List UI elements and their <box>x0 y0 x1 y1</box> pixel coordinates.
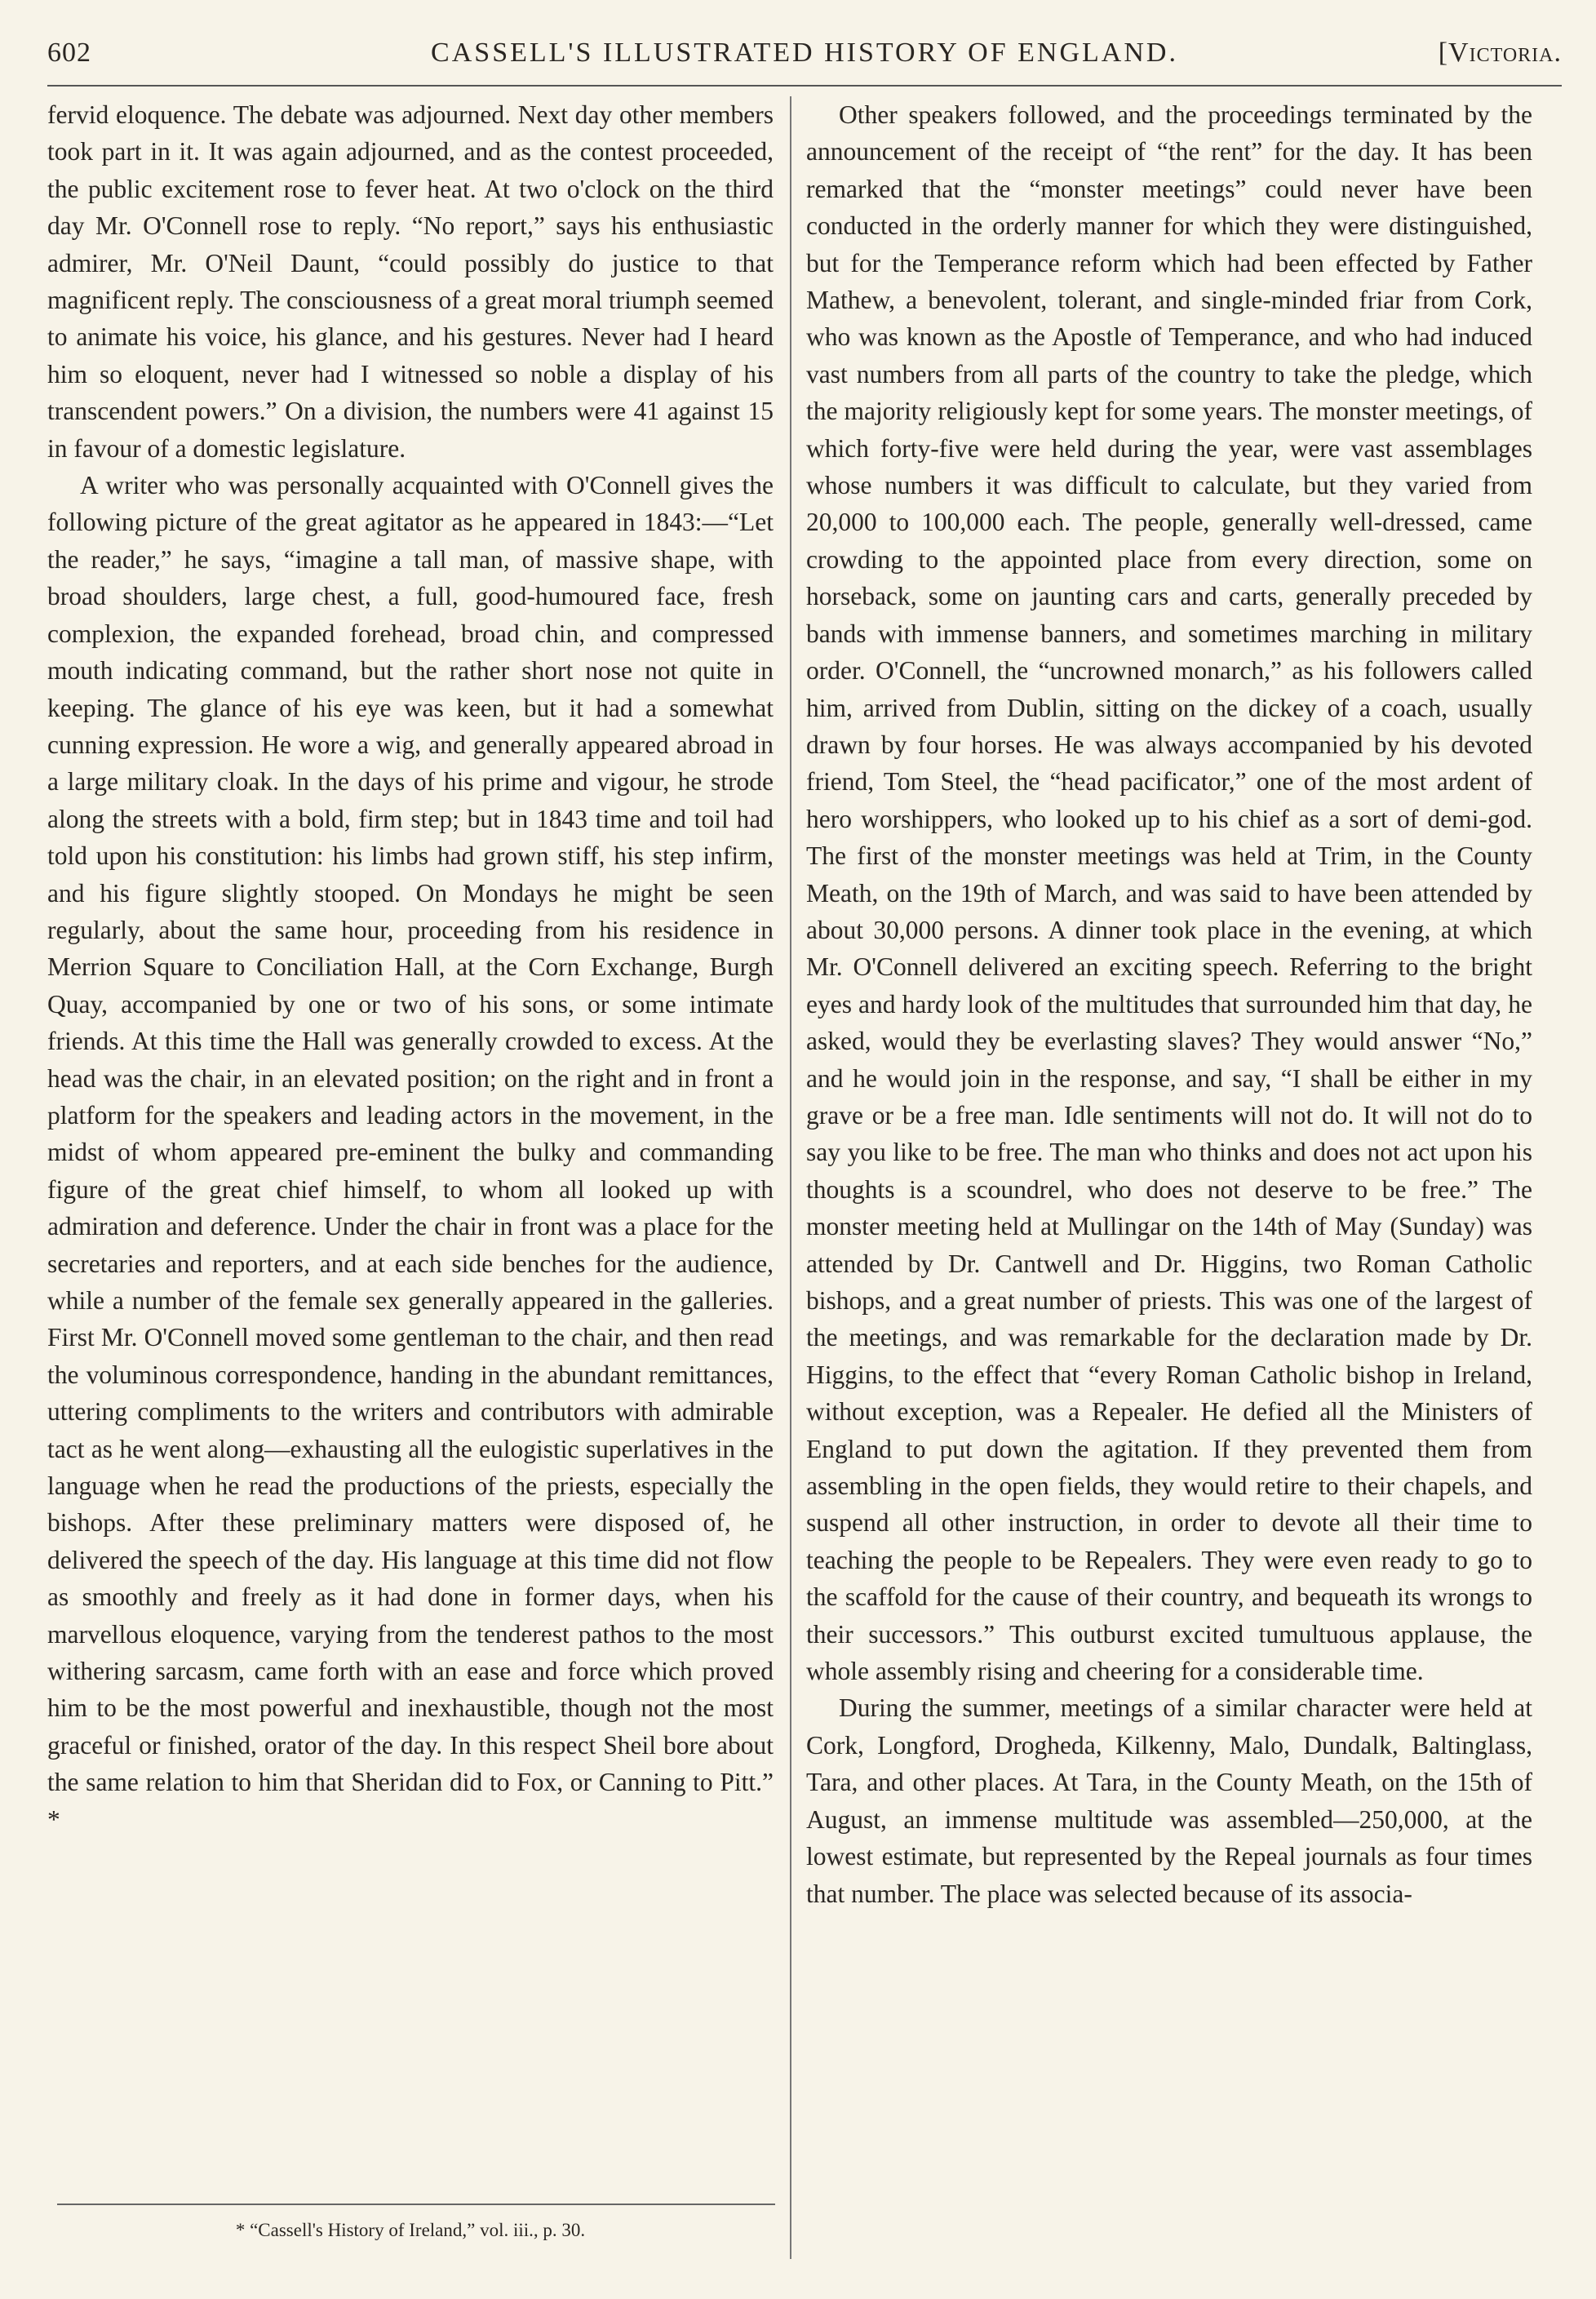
book-title: CASSELL'S ILLUSTRATED HISTORY OF ENGLAND. <box>431 38 1178 68</box>
running-head <box>47 38 1562 75</box>
paragraph: A writer who was personally acquainted with O'Connell gives the following picture of the great agitator as he appeared in 1843:—“Let the reader,” he says, “imagine a tall man, of massive shape, with broad shoulders, large chest, a full, good-humoured face, fresh complexion, the expanded forehead, broad chin, and compressed mouth indicating command, but the rather short nose not quite in keeping. The glance of his eye was keen, but it had a somewhat cunning expression. He wore a wig, and generally appeared abroad in a large military cloak. In the days of his prime and vigour, he strode along the streets with a bold, firm step; but in 1843 time and toil had told upon his constitution: his limbs had grown stiff, his step infirm, and his figure slightly stooped. On Mondays he might be seen regularly, about the same hour, proceeding from his residence in Merrion Square to Conciliation Hall, at the Corn Exchange, Burgh Quay, accompanied by one or two of his sons, or some intimate friends. At this time the Hall was generally crowded to excess. At the head was the chair, in an elevated position; on the right and in front a platform for the speakers and leading actors in the movement, in the midst of whom appeared pre-eminent the bulky and commanding figure of the great chief himself, to whom all looked up with admiration and deference. Under the chair in front was a place for the secretaries and reporters, and at each side benches for the audience, while a number of the female sex generally appeared in the galleries. First Mr. O'Connell moved some gentleman to the chair, and then read the voluminous correspondence, handing in the abundant remittances, uttering compliments to the writers and contributors with admirable tact as he went along—exhausting all the eulogistic superlatives in the language when he read the productions of the priests, especially the bishops. After these preliminary matters were disposed of, he delivered the speech of the day. His language at this time did not flow as smoothly and freely as it had done in former days, when his marvellous eloquence, varying from the tenderest pathos to the most withering sarcasm, came forth with an ease and force which proved him to be the most powerful and inexhaustible, though not the most graceful or finished, orator of the day. In this respect Sheil bore about the same relation to him that Sheridan did to Fox, or Canning to Pitt.” * <box>47 471 774 1834</box>
paragraph: fervid eloquence. The debate was adjourned. Next day other members took part in it. It was again adjourned, and as the contest proceeded, the public excitement rose to fever heat. At two o'clock on the third day Mr. O'Connell rose to reply. “No report,” says his enthusiastic admirer, Mr. O'Neil Daunt, “could possibly do justice to that magnificent reply. The consciousness of a great moral triumph seemed to animate his voice, his glance, and his gestures. Never had I heard him so eloquent, never had I witnessed so noble a display of his transcendent powers.” On a division, the numbers were 41 against 15 in favour of a domestic legislature. <box>47 100 774 463</box>
section-label: [Victoria. <box>1438 38 1562 68</box>
paragraph: During the summer, meetings of a similar character were held at Cork, Longford, Drogheda, Kilkenny, Malo, Dundalk, Baltinglass, Tara, and other places. At Tara, in the County Meath, on the 15th of August, an immense multitude was assembled—250,000, at the lowest estimate, but represented by the Repeal journals as four times that number. The place was selected because of its associa- <box>806 1693 1532 1908</box>
paragraph: Other speakers followed, and the proceedings terminated by the announcement of the receipt of “the rent” for the day. It has been remarked that the “monster meetings” could never have been conducted in the orderly manner for which they were distinguished, but for the Temperance reform which had been effected by Father Mathew, a benevolent, tolerant, and single-minded friar from Cork, who was known as the Apostle of Temperance, and who had induced vast numbers from all parts of the country to take the pledge, which the majority religiously kept for some years. The monster meetings, of which forty-five were held during the year, were vast assemblages whose numbers it was difficult to calculate, but they varied from 20,000 to 100,000 each. The people, generally well-dressed, came crowding to the appointed place from every direction, some on horseback, some on jaunting cars and carts, generally preceded by bands with immense banners, and sometimes marching in military order. O'Connell, the “uncrowned monarch,” as his followers called him, arrived from Dublin, sitting on the dickey of a coach, usually drawn by four horses. He was always accompanied by his devoted friend, Tom Steel, the “head pacificator,” one of the most ardent of hero worshippers, who looked up to his chief as a sort of demi-god. The first of the monster meetings was held at Trim, in the County Meath, on the 19th of March, and was said to have been attended by about 30,000 persons. A dinner took place in the evening, at which Mr. O'Connell delivered an exciting speech. Referring to the bright eyes and hardy look of the multitudes that surrounded him that day, he asked, would they be everlasting slaves? They would answer “No,” and he would join in the response, and say, “I shall be either in my grave or be a free man. Idle sentiments will not do. It will not do to say you like to be free. The man who thinks and does not act upon his thoughts is a scoundrel, who does not deserve to be free.” The monster meeting held at Mullingar on the 14th of May (Sunday) was attended by Dr. Cantwell and Dr. Higgins, two Roman Catholic bishops, and a great number of priests. This was one of the largest of the meetings, and was remarkable for the declaration made by Dr. Higgins, to the effect that “every Roman Catholic bishop in Ireland, without exception, was a Repealer. He defied all the Ministers of England to put down the agitation. If they prevented them from assembling in the open fields, they would retire to their chapels, and suspend all other instruction, in order to devote all their time to teaching the people to be Repealers. They were even ready to go to the scaffold for the cause of their country, and bequeath its wrongs to their successors.” This outburst excited tumultuous applause, the whole assembly rising and cheering for a considerable time. <box>806 100 1532 1686</box>
right-column <box>806 96 1532 1912</box>
page-number: 602 <box>47 38 91 68</box>
header-rule <box>47 85 1562 87</box>
left-column <box>47 96 774 1838</box>
footnote-rule <box>57 2204 775 2205</box>
footnote: * “Cassell's History of Ireland,” vol. iii., p. 30. <box>235 2220 586 2240</box>
column-divider <box>790 96 791 2259</box>
